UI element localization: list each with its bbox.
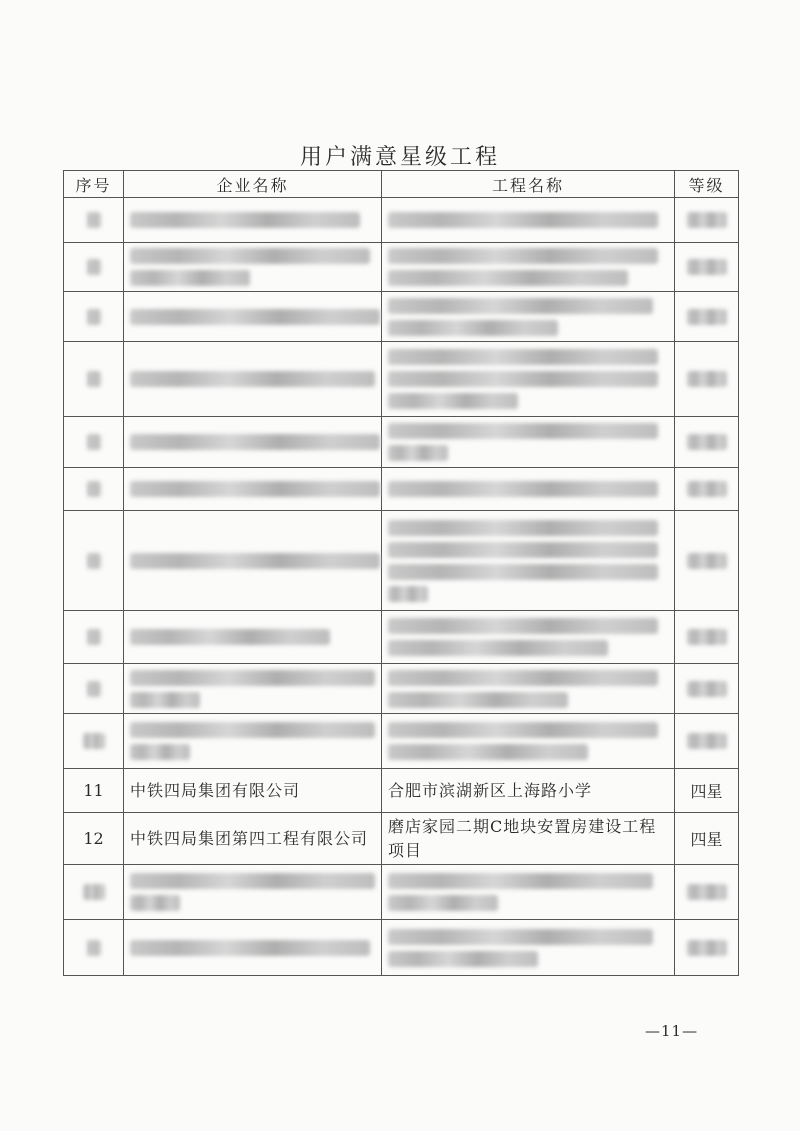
table-row-redacted	[64, 920, 739, 976]
page-number: —11—	[645, 1022, 699, 1040]
table-row-redacted	[64, 865, 739, 920]
header-company: 企业名称	[124, 171, 382, 198]
grade: 四星	[675, 769, 739, 813]
table-row-redacted	[64, 511, 739, 611]
row-number: 12	[64, 813, 124, 865]
table-row-redacted	[64, 243, 739, 292]
header-grade: 等级	[675, 171, 739, 198]
table-row-redacted	[64, 664, 739, 714]
table-row	[64, 813, 739, 865]
company-name: 中铁四局集团有限公司	[124, 769, 382, 813]
table-header-row	[64, 171, 739, 198]
table-row-redacted	[64, 198, 739, 243]
table-row-redacted	[64, 342, 739, 417]
table-row-redacted	[64, 417, 739, 468]
project-table	[63, 170, 739, 976]
table-row-redacted	[64, 611, 739, 664]
header-no: 序号	[64, 171, 124, 198]
row-number: 11	[64, 769, 124, 813]
project-name: 合肥市滨湖新区上海路小学	[382, 769, 675, 813]
company-name: 中铁四局集团第四工程有限公司	[124, 813, 382, 865]
table-row	[64, 769, 739, 813]
header-project: 工程名称	[382, 171, 675, 198]
table-row-redacted	[64, 292, 739, 342]
page-title: 用户满意星级工程	[299, 145, 500, 170]
table-row-redacted	[64, 468, 739, 511]
grade: 四星	[675, 813, 739, 865]
table-row-redacted	[64, 714, 739, 769]
project-name: 磨店家园二期C地块安置房建设工程项目	[382, 813, 675, 865]
